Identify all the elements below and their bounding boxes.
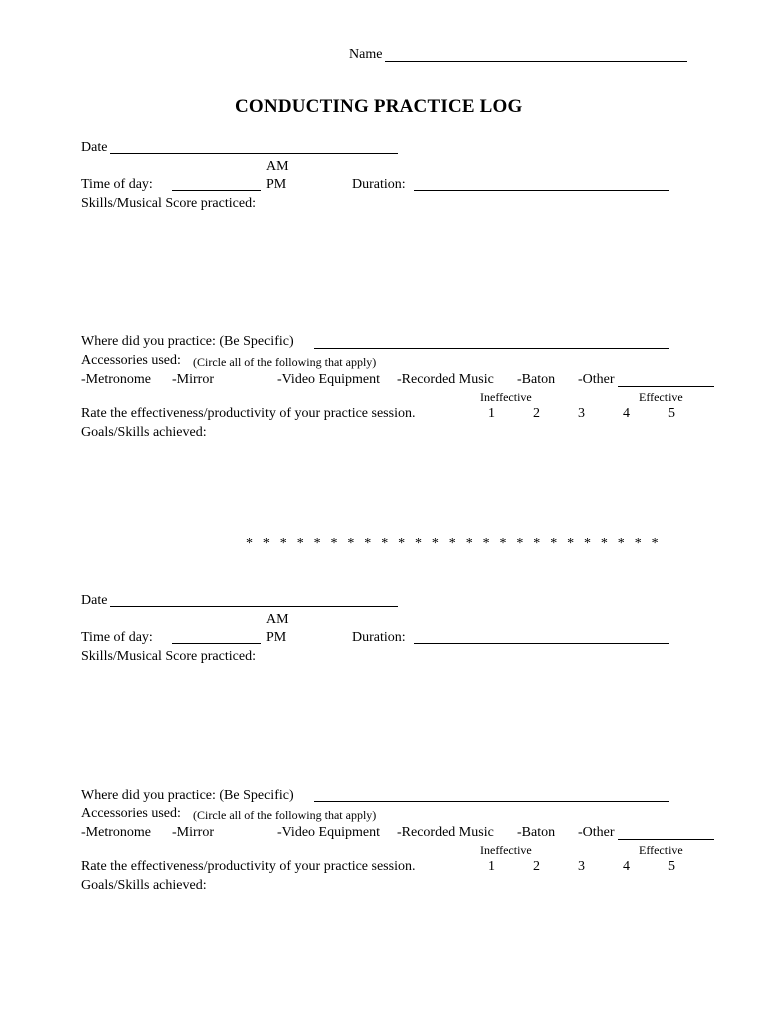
rating-2[interactable]: 2 xyxy=(533,859,540,874)
accessory-baton[interactable]: -Baton xyxy=(517,825,556,840)
skills-practiced-label: Skills/Musical Score practiced: xyxy=(81,196,256,211)
rating-2[interactable]: 2 xyxy=(533,406,540,421)
date-label: Date xyxy=(81,140,108,155)
accessory-other[interactable]: -Other xyxy=(578,825,615,840)
time-of-day-label: Time of day: xyxy=(81,177,153,192)
accessory-baton[interactable]: -Baton xyxy=(517,372,556,387)
where-practice-label: Where did you practice: (Be Specific) xyxy=(81,334,294,349)
effective-label: Effective xyxy=(639,843,683,857)
duration-label: Duration: xyxy=(352,630,406,645)
rating-4[interactable]: 4 xyxy=(623,406,630,421)
effective-label: Effective xyxy=(639,390,683,404)
accessories-note: (Circle all of the following that apply) xyxy=(193,808,377,822)
accessory-video-equipment[interactable]: -Video Equipment xyxy=(277,372,380,387)
page-title: CONDUCTING PRACTICE LOG xyxy=(235,96,523,117)
duration-label: Duration: xyxy=(352,177,406,192)
accessory-recorded-music[interactable]: -Recorded Music xyxy=(397,372,494,387)
accessory-mirror[interactable]: -Mirror xyxy=(172,825,214,840)
rating-1[interactable]: 1 xyxy=(488,406,495,421)
date-field[interactable] xyxy=(110,153,398,154)
am-label[interactable]: AM xyxy=(266,159,289,174)
goals-achieved-label: Goals/Skills achieved: xyxy=(81,878,207,893)
ineffective-label: Ineffective xyxy=(480,843,532,857)
pm-label[interactable]: PM xyxy=(266,630,287,645)
accessory-mirror[interactable]: -Mirror xyxy=(172,372,214,387)
goals-achieved-area[interactable] xyxy=(81,897,681,997)
rate-label: Rate the effectiveness/productivity of your practice session. xyxy=(81,406,416,421)
duration-field[interactable] xyxy=(414,643,669,644)
time-of-day-label: Time of day: xyxy=(81,630,153,645)
accessory-video-equipment[interactable]: -Video Equipment xyxy=(277,825,380,840)
other-accessory-field[interactable] xyxy=(618,839,714,840)
section-separator: * * * * * * * * * * * * * * * * * * * * * * * * * xyxy=(246,536,662,551)
date-field[interactable] xyxy=(110,606,398,607)
where-practice-label: Where did you practice: (Be Specific) xyxy=(81,788,294,803)
accessories-label: Accessories used: xyxy=(81,806,181,821)
rating-3[interactable]: 3 xyxy=(578,859,585,874)
duration-field[interactable] xyxy=(414,190,669,191)
accessory-recorded-music[interactable]: -Recorded Music xyxy=(397,825,494,840)
where-practice-field[interactable] xyxy=(314,801,669,802)
rating-4[interactable]: 4 xyxy=(623,859,630,874)
name-field[interactable] xyxy=(385,61,687,62)
name-label: Name xyxy=(349,47,383,62)
goals-achieved-area[interactable] xyxy=(81,444,681,524)
time-field[interactable] xyxy=(172,643,261,644)
pm-label[interactable]: PM xyxy=(266,177,287,192)
rating-5[interactable]: 5 xyxy=(668,859,675,874)
goals-achieved-label: Goals/Skills achieved: xyxy=(81,425,207,440)
skills-practiced-label: Skills/Musical Score practiced: xyxy=(81,649,256,664)
other-accessory-field[interactable] xyxy=(618,386,714,387)
rate-label: Rate the effectiveness/productivity of your practice session. xyxy=(81,859,416,874)
accessory-other[interactable]: -Other xyxy=(578,372,615,387)
ineffective-label: Ineffective xyxy=(480,390,532,404)
accessories-note: (Circle all of the following that apply) xyxy=(193,355,377,369)
time-field[interactable] xyxy=(172,190,261,191)
accessory-metronome[interactable]: -Metronome xyxy=(81,825,151,840)
skills-practiced-area[interactable] xyxy=(81,214,681,330)
am-label[interactable]: AM xyxy=(266,612,289,627)
rating-1[interactable]: 1 xyxy=(488,859,495,874)
accessories-label: Accessories used: xyxy=(81,353,181,368)
date-label: Date xyxy=(81,593,108,608)
skills-practiced-area[interactable] xyxy=(81,667,681,783)
where-practice-field[interactable] xyxy=(314,348,669,349)
rating-3[interactable]: 3 xyxy=(578,406,585,421)
rating-5[interactable]: 5 xyxy=(668,406,675,421)
accessory-metronome[interactable]: -Metronome xyxy=(81,372,151,387)
